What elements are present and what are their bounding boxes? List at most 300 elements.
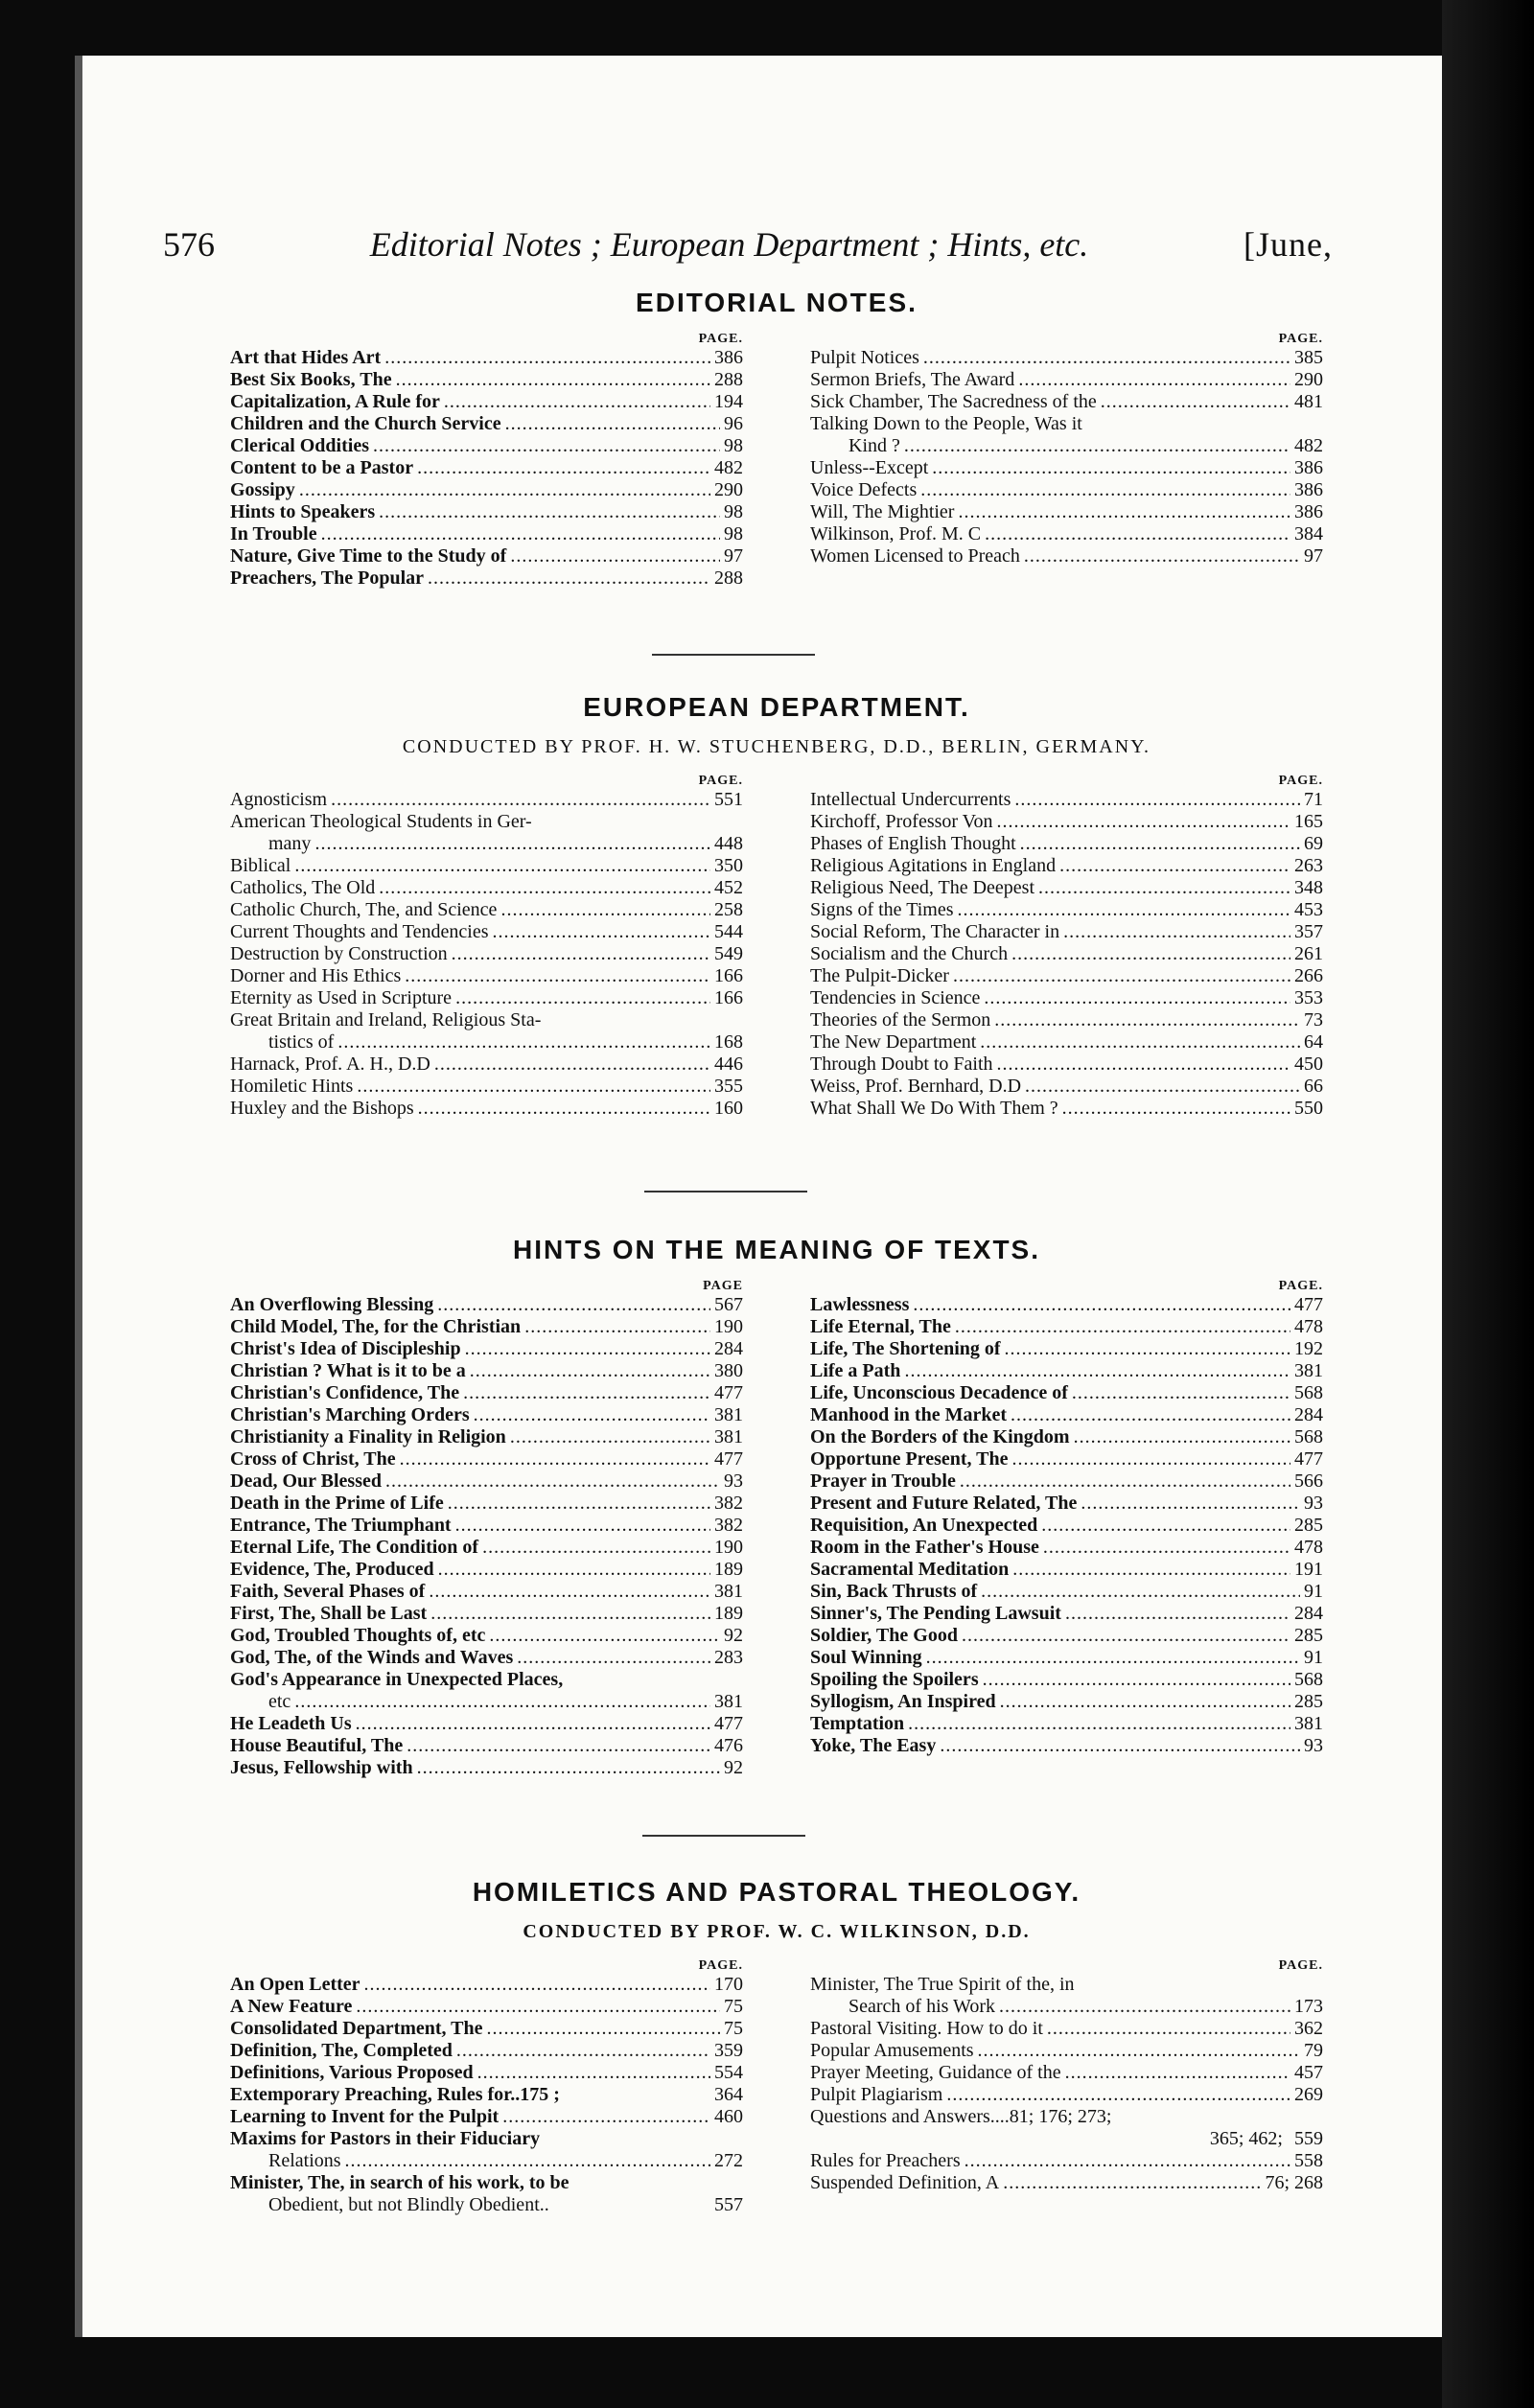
index-entry: [810, 1009, 1323, 1031]
entry-title: 365; 462;: [1209, 2128, 1283, 2149]
dot-leader: [904, 435, 1290, 457]
entry-title: Entrance, The Triumphant: [230, 1515, 452, 1536]
dot-leader: [965, 2150, 1290, 2172]
page-ref: 173: [1294, 1996, 1323, 2017]
entry-title: many: [268, 833, 312, 854]
hints-section: [230, 1235, 1323, 1779]
index-entry: [810, 1647, 1323, 1669]
dot-leader: [456, 2040, 710, 2062]
index-entry: [230, 479, 743, 501]
index-entry: [810, 921, 1323, 943]
page-ref: 386: [1294, 479, 1323, 500]
page-ref: 566: [1294, 1470, 1323, 1492]
index-entry: [230, 369, 743, 391]
section-subtitle: CONDUCTED BY PROF. H. W. STUCHENBERG, D.D., BERLIN, GERMANY.: [402, 736, 1151, 757]
index-entry: [810, 2128, 1323, 2150]
page-number: 576: [163, 225, 215, 264]
dot-leader: [385, 1470, 720, 1493]
section-title: HINTS ON THE MEANING OF TEXTS.: [512, 1235, 1040, 1264]
index-entry: [810, 1537, 1323, 1559]
index-entry: [230, 1448, 743, 1470]
index-entry: [810, 2106, 1323, 2128]
dot-leader: [455, 987, 710, 1009]
dot-leader: [997, 811, 1290, 833]
index-entry: [230, 2062, 743, 2084]
entry-title: Requisition, An Unexpected: [810, 1515, 1038, 1536]
dot-leader: [1065, 2062, 1290, 2084]
dot-leader: [1012, 1448, 1291, 1470]
index-entry: [230, 1669, 743, 1691]
dot-leader: [379, 877, 710, 899]
dot-leader: [1011, 943, 1290, 965]
entry-title: Learning to Invent for the Pulpit: [230, 2106, 500, 2127]
page-ref: 350: [714, 855, 743, 876]
page-ref: 448: [714, 833, 743, 854]
entry-title: Child Model, The, for the Christian: [230, 1316, 522, 1337]
dot-leader: [294, 855, 710, 877]
dot-leader: [962, 1625, 1290, 1647]
index-entry: [230, 413, 743, 435]
index-entry: [810, 1713, 1323, 1735]
index-entry: [230, 2128, 743, 2150]
page-ref: 446: [714, 1054, 743, 1075]
entry-title: Maxims for Pastors in their Fiduciary: [230, 2128, 541, 2149]
dot-leader: [1018, 369, 1290, 391]
entry-title: Phases of English Thought: [810, 833, 1016, 854]
entry-title: Biblical: [230, 855, 291, 876]
index-entry: [810, 1603, 1323, 1625]
page-column-label: PAGE.: [698, 332, 743, 346]
dot-leader: [904, 1360, 1290, 1382]
dot-leader: [1000, 1691, 1290, 1713]
index-entry: [230, 1625, 743, 1647]
dot-leader: [417, 1757, 720, 1779]
page-ref: 355: [714, 1076, 743, 1097]
dot-leader: [407, 1735, 710, 1757]
index-entry: [810, 2084, 1323, 2106]
index-entry: [810, 523, 1323, 545]
entry-title: Extemporary Preaching, Rules for..175 ;: [230, 2084, 560, 2105]
entry-title: Cross of Christ, The: [230, 1448, 396, 1470]
page-ref: 269: [1294, 2084, 1323, 2105]
entry-title: Kind ?: [848, 435, 900, 456]
index-entry: [810, 501, 1323, 523]
dot-leader: [1065, 1603, 1290, 1625]
dot-leader: [1062, 1098, 1290, 1120]
page-ref: 272: [714, 2150, 743, 2171]
page-ref: 453: [1294, 899, 1323, 920]
entry-title: Questions and Answers....81; 176; 273;: [810, 2106, 1112, 2127]
page-ref: 477: [1294, 1448, 1323, 1470]
entry-title: Manhood in the Market: [810, 1404, 1007, 1425]
dot-leader: [357, 1076, 710, 1098]
index-entry: [810, 1382, 1323, 1404]
index-entry: [230, 523, 743, 545]
index-entry: [810, 1581, 1323, 1603]
page-ref: 382: [714, 1493, 743, 1514]
page-ref: 284: [714, 1338, 743, 1359]
page-ref: 568: [1294, 1426, 1323, 1447]
entry-title: Christian's Confidence, The: [230, 1382, 460, 1403]
page-ref: 96: [724, 413, 743, 434]
index-entry: [230, 1581, 743, 1603]
dot-leader: [364, 1974, 710, 1996]
dot-leader: [978, 2040, 1300, 2062]
dot-leader: [994, 1009, 1300, 1031]
dot-leader: [981, 1581, 1300, 1603]
page-ref: 92: [724, 1625, 743, 1646]
page-ref: 71: [1304, 789, 1323, 810]
dot-leader: [1074, 1426, 1290, 1448]
entry-title: Search of his Work: [848, 1996, 995, 2017]
index-entry: [230, 1076, 743, 1098]
dot-leader: [510, 1426, 710, 1448]
editorial-notes-section: [230, 288, 1323, 590]
index-entry: [810, 545, 1323, 567]
dot-leader: [294, 1691, 710, 1713]
index-entry: [810, 1691, 1323, 1713]
page-ref: 457: [1294, 2062, 1323, 2083]
dot-leader: [510, 545, 720, 567]
index-entry: [230, 811, 743, 833]
dot-leader: [908, 1713, 1290, 1735]
page-ref: 551: [714, 789, 743, 810]
dot-leader: [434, 1054, 710, 1076]
page-ref: 477: [714, 1448, 743, 1470]
entry-title: Theories of the Sermon: [810, 1009, 991, 1030]
dot-leader: [946, 2084, 1290, 2106]
index-entry: [230, 1603, 743, 1625]
index-entry: [810, 2150, 1323, 2172]
index-entry: [810, 1515, 1323, 1537]
page-ref: 460: [714, 2106, 743, 2127]
entry-title: Present and Future Related, The: [810, 1493, 1078, 1514]
page-ref: 288: [714, 369, 743, 390]
index-entry: [230, 2018, 743, 2040]
entry-title: Pulpit Notices: [810, 347, 919, 368]
entry-title: Clerical Oddities: [230, 435, 369, 456]
right-column: [810, 1958, 1323, 2216]
index-entry: [810, 1338, 1323, 1360]
entry-title: Minister, The True Spirit of the, in: [810, 1974, 1075, 1995]
index-entry: [230, 1470, 743, 1493]
page-ref: 558: [1294, 2150, 1323, 2171]
index-entry: [810, 413, 1323, 435]
page-ref: 477: [714, 1382, 743, 1403]
index-entry: [810, 2172, 1323, 2194]
left-column: [230, 332, 743, 590]
dot-leader: [958, 501, 1290, 523]
dot-leader: [430, 1603, 710, 1625]
page-ref: 170: [714, 1974, 743, 1995]
dot-leader: [437, 1294, 710, 1316]
page-ref: 386: [714, 347, 743, 368]
index-entry: [810, 1625, 1323, 1647]
dot-leader: [400, 1448, 710, 1470]
dot-leader: [957, 899, 1290, 921]
index-entry: [230, 965, 743, 987]
page-ref: 568: [1294, 1382, 1323, 1403]
dot-leader: [438, 1559, 710, 1581]
page-ref: 549: [714, 943, 743, 964]
page-ref: 476: [714, 1735, 743, 1756]
dot-leader: [1025, 1076, 1300, 1098]
index-entry: [230, 1713, 743, 1735]
page-column-label: PAGE.: [1278, 332, 1323, 346]
page-ref: 381: [714, 1581, 743, 1602]
entry-title: Current Thoughts and Tendencies: [230, 921, 489, 942]
page-ref: 284: [1294, 1603, 1323, 1624]
running-title: Editorial Notes ; European Department ; Hints, etc.: [369, 225, 1089, 264]
page-ref: 93: [1304, 1493, 1323, 1514]
dot-leader: [999, 1996, 1290, 2018]
page-ref: 359: [714, 2040, 743, 2061]
index-entry: [810, 1493, 1323, 1515]
entry-title: First, The, Shall be Last: [230, 1603, 428, 1624]
dot-leader: [482, 1537, 710, 1559]
index-entry: [230, 1338, 743, 1360]
index-entry: [230, 877, 743, 899]
page-ref: 266: [1294, 965, 1323, 986]
entry-title: Tendencies in Science: [810, 987, 981, 1008]
page-ref: 382: [714, 1515, 743, 1536]
index-entry: [230, 2040, 743, 2062]
page-ref: 91: [1304, 1581, 1323, 1602]
entry-title: Dead, Our Blessed: [230, 1470, 382, 1492]
page-ref: 93: [724, 1470, 743, 1492]
index-entry: [230, 347, 743, 369]
index-entry: [230, 545, 743, 567]
entry-title: An Overflowing Blessing: [230, 1294, 434, 1315]
dot-leader: [1020, 833, 1300, 855]
page-ref: 348: [1294, 877, 1323, 898]
index-entry: [810, 987, 1323, 1009]
entry-title: Christian ? What is it to be a: [230, 1360, 466, 1381]
entry-title: Christianity a Finality in Religion: [230, 1426, 506, 1447]
index-entry: [810, 877, 1323, 899]
dot-leader: [356, 1713, 710, 1735]
entry-title: Temptation: [810, 1713, 905, 1734]
dot-leader: [1063, 921, 1290, 943]
entry-title: Life Eternal, The: [810, 1316, 951, 1337]
section-divider: [652, 654, 815, 656]
index-entry: [810, 1426, 1323, 1448]
page-column-label: PAGE: [703, 1279, 743, 1293]
page-ref: 285: [1294, 1515, 1323, 1536]
entry-title: Best Six Books, The: [230, 369, 392, 390]
dot-leader: [920, 479, 1290, 501]
entry-title: Agnosticism: [230, 789, 328, 810]
page-ref: 192: [1294, 1338, 1323, 1359]
page-ref: 166: [714, 965, 743, 986]
index-entry: [810, 1470, 1323, 1493]
page-ref: 166: [714, 987, 743, 1008]
dot-leader: [980, 1031, 1300, 1054]
index-entry: [810, 1054, 1323, 1076]
dot-leader: [314, 833, 710, 855]
entry-title: The New Department: [810, 1031, 977, 1053]
entry-title: Jesus, Fellowship with: [230, 1757, 413, 1778]
page-ref: 284: [1294, 1404, 1323, 1425]
dot-leader: [1081, 1493, 1300, 1515]
index-entry: [810, 1559, 1323, 1581]
dot-leader: [429, 1581, 710, 1603]
index-entry: [230, 1054, 743, 1076]
dot-leader: [524, 1316, 710, 1338]
dot-leader: [1059, 855, 1290, 877]
index-entry: [810, 1098, 1323, 1120]
european-department-section: [230, 692, 1323, 1120]
page-ref: 98: [724, 501, 743, 522]
index-entry: [810, 1448, 1323, 1470]
index-entry: [810, 2018, 1323, 2040]
page-column-label: PAGE.: [698, 774, 743, 788]
dot-leader: [396, 369, 710, 391]
page-ref: 263: [1294, 855, 1323, 876]
index-entry: [230, 1426, 743, 1448]
page-ref: 69: [1304, 833, 1323, 854]
entry-title: American Theological Students in Ger-: [230, 811, 532, 832]
entry-title: Suspended Definition, A: [810, 2172, 1000, 2193]
index-entry: [230, 1360, 743, 1382]
page-ref: 290: [714, 479, 743, 500]
entry-title: Dorner and His Ethics: [230, 965, 402, 986]
dot-leader: [913, 1294, 1290, 1316]
index-entry: [230, 987, 743, 1009]
dot-leader: [940, 1735, 1300, 1757]
index-entry: [810, 1031, 1323, 1054]
page-ref: 258: [714, 899, 743, 920]
page-column-label: PAGE.: [1278, 1279, 1323, 1293]
dot-leader: [1101, 391, 1290, 413]
entry-title: Art that Hides Art: [230, 347, 382, 368]
page-ref: 261: [1294, 943, 1323, 964]
index-entry: [230, 2194, 743, 2216]
entry-title: Prayer Meeting, Guidance of the: [810, 2062, 1061, 2083]
entry-title: Relations: [268, 2150, 341, 2171]
page-ref: 380: [714, 1360, 743, 1381]
page-ref: 75: [724, 1996, 743, 2017]
index-entry: [230, 1537, 743, 1559]
entry-title: Destruction by Construction: [230, 943, 448, 964]
index-entry: [810, 1974, 1323, 1996]
dot-leader: [1003, 2172, 1261, 2194]
index-entry: [230, 1294, 743, 1316]
entry-title: Obedient, but not Blindly Obedient..: [268, 2194, 549, 2215]
dot-leader: [487, 2018, 720, 2040]
entry-title: Religious Need, The Deepest: [810, 877, 1035, 898]
dot-leader: [500, 899, 710, 921]
index-entry: [230, 567, 743, 590]
dot-leader: [331, 789, 710, 811]
entry-title: Death in the Prime of Life: [230, 1493, 444, 1514]
dot-leader: [444, 391, 710, 413]
entry-title: House Beautiful, The: [230, 1735, 404, 1756]
entry-title: On the Borders of the Kingdom: [810, 1426, 1070, 1447]
entry-title: Sin, Back Thrusts of: [810, 1581, 978, 1602]
page-ref: 75: [724, 2018, 743, 2039]
index-entry: [230, 457, 743, 479]
entry-title: Harnack, Prof. A. H., D.D: [230, 1054, 430, 1075]
dot-leader: [470, 1360, 710, 1382]
index-entry: [230, 1009, 743, 1031]
page-ref: 450: [1294, 1054, 1323, 1075]
running-header: [163, 224, 1333, 265]
entry-title: Faith, Several Phases of: [230, 1581, 426, 1602]
dot-leader: [505, 413, 720, 435]
entry-title: Social Reform, The Character in: [810, 921, 1060, 942]
page-ref: 452: [714, 877, 743, 898]
entry-title: Sinner's, The Pending Lawsuit: [810, 1603, 1061, 1624]
entry-title: Gossipy: [230, 479, 295, 500]
page-ref: 477: [1294, 1294, 1323, 1315]
entry-title: What Shall We Do With Them ?: [810, 1098, 1058, 1119]
entry-title: Voice Defects: [810, 479, 918, 500]
page-ref: 362: [1294, 2018, 1323, 2039]
index-entry: [810, 457, 1323, 479]
entry-title: Socialism and the Church: [810, 943, 1009, 964]
page-ref: 385: [1294, 347, 1323, 368]
entry-title: Eternal Life, The Condition of: [230, 1537, 479, 1558]
page-ref: 288: [714, 567, 743, 589]
index-entry: [810, 2040, 1323, 2062]
page-ref: 567: [714, 1294, 743, 1315]
index-entry: [230, 1559, 743, 1581]
index-entry: [230, 855, 743, 877]
entry-title: Homiletic Hints: [230, 1076, 354, 1097]
section-divider: [642, 1835, 805, 1837]
page-ref: 168: [714, 1031, 743, 1053]
entry-title: Christ's Idea of Discipleship: [230, 1338, 461, 1359]
dot-leader: [502, 2106, 710, 2128]
page-ref: 544: [714, 921, 743, 942]
index-entry: [230, 1757, 743, 1779]
entry-title: He Leadeth Us: [230, 1713, 352, 1734]
section-title: EDITORIAL NOTES.: [636, 288, 918, 317]
homiletics-section: [230, 1877, 1323, 2216]
left-column: [230, 1279, 743, 1779]
dot-leader: [1043, 1537, 1290, 1559]
page-ref: 92: [724, 1757, 743, 1778]
section-title: EUROPEAN DEPARTMENT.: [583, 692, 970, 722]
section-subtitle: CONDUCTED BY PROF. W. C. WILKINSON, D.D.: [523, 1921, 1031, 1942]
page-ref: 364: [714, 2084, 743, 2105]
page-ref: 79: [1304, 2040, 1323, 2061]
entry-title: Minister, The, in search of his work, to be: [230, 2172, 569, 2193]
page-ref: 381: [1294, 1360, 1323, 1381]
right-column: [810, 1279, 1323, 1779]
index-entry: [230, 1404, 743, 1426]
entry-title: Spoiling the Spoilers: [810, 1669, 979, 1690]
page-ref: 91: [1304, 1647, 1323, 1668]
entry-title: Great Britain and Ireland, Religious Sta-: [230, 1009, 542, 1030]
index-entry: [230, 1974, 743, 1996]
entry-title: Nature, Give Time to the Study of: [230, 545, 507, 567]
dot-leader: [489, 1625, 720, 1647]
index-entry: [810, 855, 1323, 877]
index-entry: [230, 1515, 743, 1537]
page-ref: 477: [714, 1713, 743, 1734]
entry-title: Children and the Church Service: [230, 413, 501, 434]
dot-leader: [1041, 1515, 1290, 1537]
left-column: [230, 1958, 743, 2216]
page-ref: 97: [724, 545, 743, 567]
page-ref: 190: [714, 1537, 743, 1558]
entry-title: Life, Unconscious Decadence of: [810, 1382, 1068, 1403]
dot-leader: [405, 965, 710, 987]
dot-leader: [960, 1470, 1290, 1493]
dot-leader: [932, 457, 1290, 479]
